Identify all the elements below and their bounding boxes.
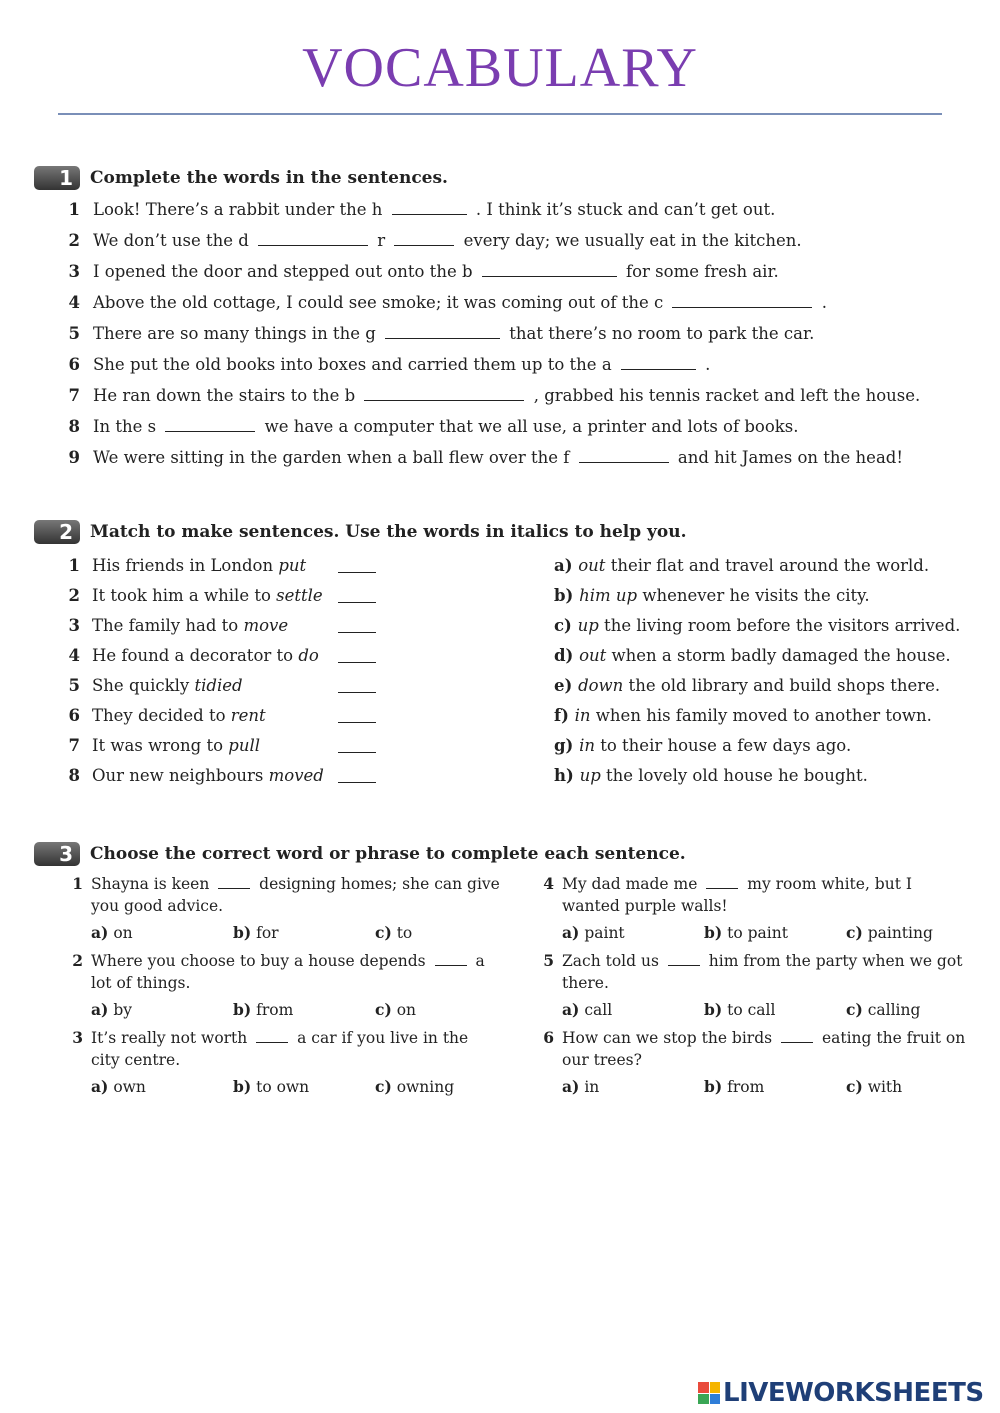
answer-blank[interactable] <box>706 876 738 889</box>
sentence-start: In the s <box>93 417 162 436</box>
match-left-text <box>92 646 319 665</box>
option-letter: a) <box>554 556 579 575</box>
mc-option-b[interactable] <box>233 923 375 942</box>
sentence-end: , grabbed his tennis racket and left the house. <box>528 386 921 405</box>
match-right-row <box>554 586 870 605</box>
option-letter: a) <box>91 1000 109 1019</box>
left-phrase: It was wrong to <box>92 736 229 755</box>
mc-question <box>72 1027 501 1071</box>
question-end: eating the fruit on our trees? <box>562 1029 966 1069</box>
answer-blank[interactable] <box>338 770 376 783</box>
mc-options <box>562 1000 988 1019</box>
option-text: on <box>391 1001 417 1019</box>
answer-blank[interactable] <box>338 710 376 723</box>
mc-options <box>562 1077 988 1096</box>
answer-blank[interactable] <box>338 680 376 693</box>
mc-question <box>72 950 501 994</box>
item-number: 5 <box>68 676 80 695</box>
answer-blank[interactable] <box>218 876 250 889</box>
option-letter: e) <box>554 676 579 695</box>
option-text: from <box>722 1078 765 1096</box>
mc-option-c[interactable] <box>375 1077 517 1096</box>
match-left-text <box>92 766 324 785</box>
mc-option-b[interactable] <box>704 1077 846 1096</box>
section-2-header <box>34 519 687 545</box>
option-letter: c) <box>554 616 578 635</box>
option-text: to paint <box>722 924 788 942</box>
option-letter: a) <box>562 923 580 942</box>
item-number: 6 <box>68 706 80 725</box>
option-text: owning <box>391 1078 455 1096</box>
right-phrase: their flat and travel around the world. <box>605 556 930 575</box>
item-number: 3 <box>68 616 80 635</box>
left-phrase: He found a decorator to <box>92 646 299 665</box>
mc-option-a[interactable] <box>91 923 233 942</box>
sentence-start: He ran down the stairs to the b <box>93 386 361 405</box>
sentence-end: . <box>816 293 827 312</box>
item-number: 4 <box>543 874 554 893</box>
sentence-text <box>93 355 710 374</box>
answer-blank[interactable] <box>579 450 669 463</box>
answer-blank[interactable] <box>338 620 376 633</box>
item-number: 6 <box>68 355 80 374</box>
mc-option-a[interactable] <box>562 1077 704 1096</box>
section-3-header <box>34 841 686 867</box>
item-number: 2 <box>72 951 83 970</box>
mc-option-a[interactable] <box>562 1000 704 1019</box>
sentence-start: She put the old books into boxes and carried them up to the a <box>93 355 617 374</box>
option-letter: b) <box>704 1077 723 1096</box>
sentence-text <box>93 417 798 436</box>
option-letter: b) <box>233 1000 252 1019</box>
right-phrase: whenever he visits the city. <box>637 586 870 605</box>
sentence-end: that there’s no room to park the car. <box>504 324 815 343</box>
liveworksheets-logo-icon <box>698 1382 720 1404</box>
italic-keyword: in <box>579 736 595 755</box>
section-3-badge: 3 <box>34 842 80 866</box>
option-letter: h) <box>554 766 580 785</box>
match-right-row <box>554 616 960 635</box>
option-letter: b) <box>554 586 580 605</box>
item-number: 6 <box>543 1028 554 1047</box>
italic-keyword: up <box>577 616 599 635</box>
option-text: calling <box>862 1001 921 1019</box>
item-number: 1 <box>68 200 80 219</box>
match-right-row <box>554 706 932 725</box>
match-right-row <box>554 736 851 755</box>
mc-options <box>562 923 988 942</box>
answer-blank[interactable] <box>165 419 255 432</box>
left-phrase: They decided to <box>92 706 231 725</box>
match-right-row <box>554 766 868 785</box>
question-start: Shayna is keen <box>91 875 215 893</box>
footer-brand: LIVEWORKSHEETS <box>723 1378 984 1408</box>
answer-blank[interactable] <box>672 295 812 308</box>
mc-option-c[interactable] <box>846 923 988 942</box>
option-text: from <box>251 1001 294 1019</box>
right-phrase: when a storm badly damaged the house. <box>606 646 951 665</box>
italic-keyword: moved <box>268 766 324 785</box>
option-text: to call <box>722 1001 776 1019</box>
question-end: a lot of things. <box>91 952 485 992</box>
section-1-instruction: Complete the words in the sentences. <box>90 168 448 188</box>
sentence-end: . <box>699 355 711 374</box>
option-letter: a) <box>562 1077 580 1096</box>
sentence-start: We were sitting in the garden when a ball flew over the f <box>93 448 575 467</box>
mc-option-c[interactable] <box>846 1000 988 1019</box>
question-end: a car if you live in the city centre. <box>91 1029 469 1069</box>
sentence-end: . I think it’s stuck and can’t get out. <box>470 200 776 219</box>
option-text: call <box>579 1001 613 1019</box>
option-text: paint <box>579 924 625 942</box>
sentence-start: Look! There’s a rabbit under the h <box>93 200 388 219</box>
answer-blank[interactable] <box>338 740 376 753</box>
item-number: 5 <box>68 324 80 343</box>
match-left-text <box>92 676 243 695</box>
sentence-text <box>93 293 827 312</box>
sentence-end: we have a computer that we all use, a printer and lots of books. <box>259 417 799 436</box>
option-letter: a) <box>562 1000 580 1019</box>
option-letter: a) <box>91 1077 109 1096</box>
answer-blank[interactable] <box>338 560 376 573</box>
option-text: by <box>108 1001 132 1019</box>
match-left-text <box>92 556 306 575</box>
italic-keyword: put <box>278 556 307 575</box>
right-phrase: to their house a few days ago. <box>595 736 852 755</box>
option-text: painting <box>862 924 933 942</box>
section-3-instruction: Choose the correct word or phrase to complete each sentence. <box>90 844 686 864</box>
italic-keyword: rent <box>230 706 266 725</box>
left-phrase: Our new neighbours <box>92 766 269 785</box>
footer-logo <box>698 1378 984 1408</box>
match-right-row <box>554 646 951 665</box>
mc-question <box>543 873 972 917</box>
option-text: to own <box>251 1078 310 1096</box>
italic-keyword: move <box>243 616 289 635</box>
item-number: 5 <box>543 951 554 970</box>
sentence-text <box>93 231 802 250</box>
sentence-end: every day; we usually eat in the kitchen. <box>458 231 802 250</box>
mc-option-b[interactable] <box>704 1000 846 1019</box>
option-letter: g) <box>554 736 580 755</box>
item-number: 7 <box>68 386 80 405</box>
left-phrase: It took him a while to <box>92 586 277 605</box>
italic-keyword: out <box>578 556 606 575</box>
answer-blank[interactable] <box>392 202 467 215</box>
italic-keyword: out <box>579 646 607 665</box>
section-1-header <box>34 165 448 191</box>
sentence-text <box>93 448 903 467</box>
match-right-row <box>554 556 929 575</box>
sentence-text <box>93 324 814 343</box>
option-letter: c) <box>846 1077 863 1096</box>
right-phrase: the old library and build shops there. <box>623 676 941 695</box>
item-number: 8 <box>68 417 80 436</box>
sentence-start: We don’t use the d <box>93 231 255 250</box>
question-start: My dad made me <box>562 875 703 893</box>
option-letter: c) <box>375 923 392 942</box>
question-end: designing homes; she can give you good advice. <box>91 875 500 915</box>
page-title: VOCABULARY <box>302 37 698 99</box>
option-text: to <box>391 924 413 942</box>
match-right-row <box>554 676 940 695</box>
option-letter: b) <box>233 923 252 942</box>
option-letter: b) <box>233 1077 252 1096</box>
option-text: in <box>579 1078 600 1096</box>
option-letter: c) <box>846 1000 863 1019</box>
match-left-text <box>92 736 260 755</box>
sentence-text <box>93 200 775 219</box>
match-left-text <box>92 706 266 725</box>
mc-option-c[interactable] <box>375 923 517 942</box>
answer-blank[interactable] <box>394 233 454 246</box>
sentence-text <box>93 386 920 405</box>
answer-blank[interactable] <box>364 388 524 401</box>
item-number: 7 <box>68 736 80 755</box>
answer-blank[interactable] <box>385 326 500 339</box>
left-phrase: She quickly <box>92 676 195 695</box>
sentence-text <box>93 262 779 281</box>
mc-options <box>91 1000 517 1019</box>
mc-option-a[interactable] <box>562 923 704 942</box>
question-start: How can we stop the birds <box>562 1029 778 1047</box>
question-start: It’s really not worth <box>91 1029 253 1047</box>
sentence-start: I opened the door and stepped out onto the b <box>93 262 478 281</box>
mc-option-a[interactable] <box>91 1000 233 1019</box>
mc-options <box>91 1077 517 1096</box>
option-text: for <box>251 924 279 942</box>
mc-question <box>72 873 501 917</box>
item-number: 1 <box>68 556 80 575</box>
answer-blank[interactable] <box>482 264 617 277</box>
answer-blank[interactable] <box>338 650 376 663</box>
section-2-instruction: Match to make sentences. Use the words in italics to help you. <box>90 522 687 542</box>
item-number: 3 <box>72 1028 83 1047</box>
section-1-badge: 1 <box>34 166 80 190</box>
section-2-badge: 2 <box>34 520 80 544</box>
right-phrase: the living room before the visitors arrived. <box>598 616 961 635</box>
item-number: 9 <box>68 448 80 467</box>
mc-question <box>543 1027 972 1071</box>
option-text: on <box>108 924 133 942</box>
option-text: own <box>108 1078 146 1096</box>
sentence-start: There are so many things in the g <box>93 324 382 343</box>
italic-keyword: settle <box>276 586 323 605</box>
italic-keyword: up <box>579 766 601 785</box>
item-number: 8 <box>68 766 80 785</box>
option-letter: b) <box>704 1000 723 1019</box>
answer-blank[interactable] <box>338 590 376 603</box>
item-number: 1 <box>72 874 83 893</box>
italic-keyword: him up <box>579 586 638 605</box>
title-divider <box>58 113 942 115</box>
left-phrase: The family had to <box>92 616 244 635</box>
italic-keyword: in <box>574 706 591 725</box>
answer-blank[interactable] <box>256 1030 288 1043</box>
sentence-end: and hit James on the head! <box>672 448 903 467</box>
item-number: 2 <box>68 586 80 605</box>
mc-option-c[interactable] <box>846 1077 988 1096</box>
question-start: Where you choose to buy a house depends <box>91 952 431 970</box>
option-letter: c) <box>375 1077 392 1096</box>
italic-keyword: tidied <box>194 676 243 695</box>
match-left-text <box>92 616 288 635</box>
italic-keyword: do <box>298 646 319 665</box>
sentence-start: Above the old cottage, I could see smoke; it was coming out of the c <box>93 293 669 312</box>
question-end: my room white, but I wanted purple walls! <box>562 875 912 915</box>
mc-option-b[interactable] <box>233 1077 375 1096</box>
question-end: him from the party when we got there. <box>562 952 963 992</box>
mc-option-a[interactable] <box>91 1077 233 1096</box>
answer-blank[interactable] <box>668 953 700 966</box>
option-letter: c) <box>375 1000 392 1019</box>
italic-keyword: down <box>578 676 624 695</box>
sentence-end: for some fresh air. <box>620 262 779 281</box>
option-letter: b) <box>704 923 723 942</box>
item-number: 4 <box>68 293 80 312</box>
item-number: 3 <box>68 262 80 281</box>
mc-option-c[interactable] <box>375 1000 517 1019</box>
question-start: Zach told us <box>562 952 664 970</box>
right-phrase: when his family moved to another town. <box>590 706 932 725</box>
option-letter: d) <box>554 646 580 665</box>
mc-question <box>543 950 972 994</box>
option-letter: f) <box>554 706 575 725</box>
mc-option-b[interactable] <box>233 1000 375 1019</box>
answer-blank[interactable] <box>621 357 696 370</box>
option-letter: c) <box>846 923 863 942</box>
item-number: 4 <box>68 646 80 665</box>
option-text: with <box>862 1078 903 1096</box>
mc-options <box>91 923 517 942</box>
right-phrase: the lovely old house he bought. <box>600 766 868 785</box>
answer-blank[interactable] <box>258 233 368 246</box>
answer-blank[interactable] <box>781 1030 813 1043</box>
italic-keyword: pull <box>228 736 261 755</box>
answer-blank[interactable] <box>435 953 467 966</box>
mc-option-b[interactable] <box>704 923 846 942</box>
option-letter: a) <box>91 923 109 942</box>
match-left-text <box>92 586 323 605</box>
item-number: 2 <box>68 231 80 250</box>
left-phrase: His friends in London <box>92 556 279 575</box>
sentence-middle: r <box>372 231 391 250</box>
